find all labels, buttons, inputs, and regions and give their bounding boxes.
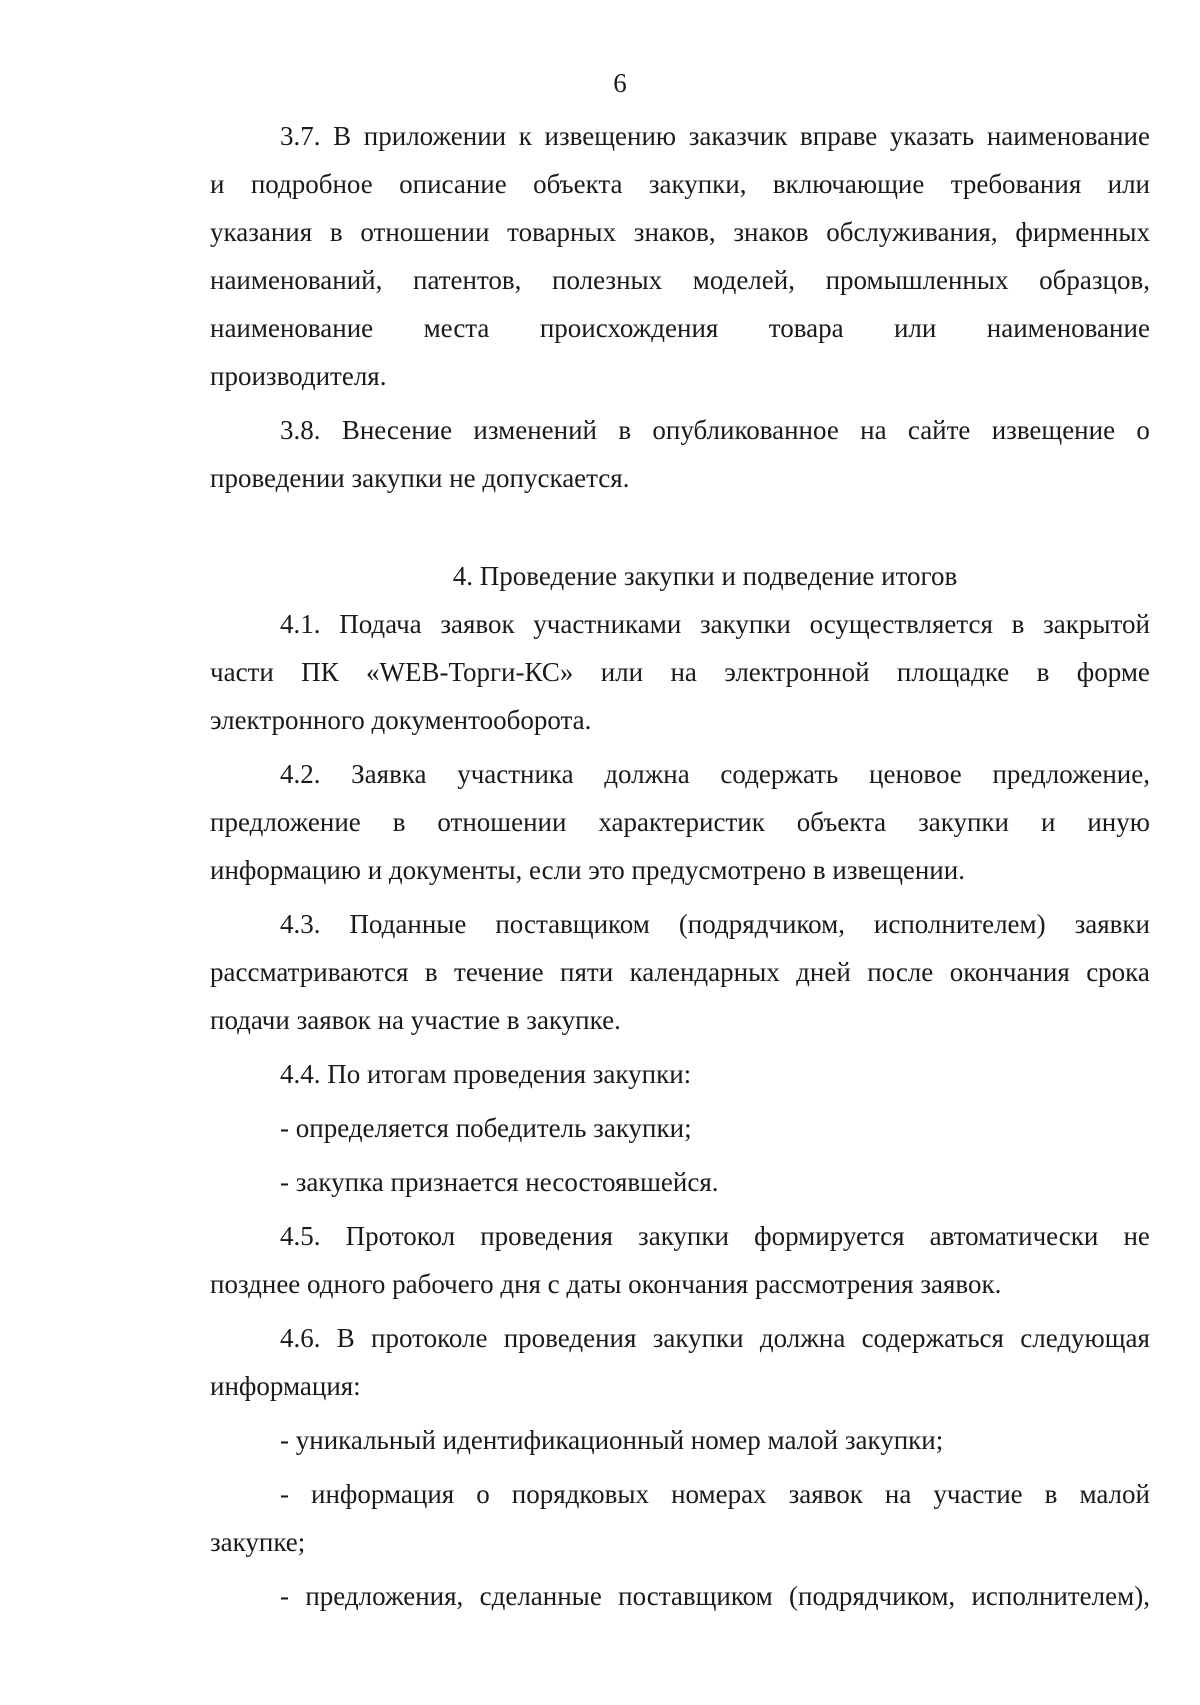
text-line [210, 750, 1150, 798]
word: дней [796, 957, 851, 987]
text-line: - закупка признается несостоявшейся. [280, 1167, 719, 1197]
word: закупки [652, 1323, 744, 1353]
text-line [210, 1470, 1150, 1518]
word: о [1136, 415, 1150, 445]
word: заявок [440, 609, 515, 639]
word: исполнителем) [873, 909, 1046, 939]
word: или [600, 657, 644, 687]
word: заявки [1074, 909, 1150, 939]
word: в [424, 957, 438, 987]
word: в [1044, 1479, 1058, 1509]
word: Внесение [341, 415, 453, 445]
word: Протокол [345, 1221, 456, 1251]
word: на [670, 657, 697, 687]
word: В [333, 121, 352, 151]
word: календарных [629, 957, 780, 987]
word: на [884, 1479, 912, 1509]
word: закупки [918, 807, 1009, 837]
word: извещение [991, 415, 1116, 445]
text-line: проведении закупки не допускается. [210, 463, 630, 493]
page-number: 6 [613, 68, 627, 98]
word: содержаться [861, 1323, 1004, 1353]
word: пяти [560, 957, 614, 987]
word: номерах [671, 1479, 767, 1509]
word: содержать [720, 759, 839, 789]
word: подробное [250, 169, 373, 199]
word: порядковых [511, 1479, 650, 1509]
word: наименований, [210, 265, 383, 295]
word: следующая [1020, 1323, 1150, 1353]
text-line: позднее одного рабочего дня с даты окончания рассмотрения заявок. [210, 1269, 1002, 1299]
word: предложение [210, 807, 361, 837]
word: ценовое [869, 759, 962, 789]
word: участника [457, 759, 574, 789]
word: требования [950, 169, 1082, 199]
word: в [618, 415, 632, 445]
word: предложение, [992, 759, 1150, 789]
word: 4.1. [280, 609, 321, 639]
word: обслуживания, [826, 217, 998, 247]
text-line: - определяется победитель закупки; [280, 1113, 692, 1143]
word: осуществляется [809, 609, 993, 639]
word: проведения [503, 1323, 637, 1353]
word: закрытой [1043, 609, 1150, 639]
text-line [210, 798, 1150, 846]
word: форме [1076, 657, 1150, 687]
word: полезных [552, 265, 663, 295]
text-line [210, 304, 1150, 352]
word: товарных [507, 217, 617, 247]
word: предложения, [305, 1581, 464, 1611]
word: части [210, 657, 274, 687]
word: патентов, [413, 265, 522, 295]
word: заявок [788, 1479, 863, 1509]
word: «WEB-Торги-КС» [366, 657, 574, 687]
word: протоколе [371, 1323, 488, 1353]
text-line: электронного документооборота. [210, 705, 592, 735]
word: 3.7. [280, 121, 321, 151]
text-line [210, 160, 1150, 208]
word: в [1036, 657, 1050, 687]
word: о [476, 1479, 490, 1509]
word: образцов, [1039, 265, 1150, 295]
word: участие [933, 1479, 1023, 1509]
word: знаков, [633, 217, 716, 247]
word: закупки [638, 1221, 729, 1251]
word: наименование [986, 313, 1150, 343]
text-line [210, 1314, 1150, 1362]
text-line [210, 1212, 1150, 1260]
word: автоматически [929, 1221, 1099, 1251]
word: малой [1079, 1479, 1150, 1509]
word: участниками [533, 609, 682, 639]
word: - [280, 1581, 289, 1611]
word: изменений [473, 415, 598, 445]
word: не [1123, 1221, 1150, 1251]
word: В [336, 1323, 355, 1353]
word: и [210, 169, 225, 199]
text-line: - уникальный идентификационный номер малой закупки; [280, 1425, 944, 1455]
word: формируется [754, 1221, 905, 1251]
word: места [423, 313, 490, 343]
text-line [210, 900, 1150, 948]
spacer [210, 502, 1150, 552]
text-line: подачи заявок на участие в закупке. [210, 1005, 621, 1035]
word: или [893, 313, 937, 343]
word: 4.3. [280, 909, 321, 939]
word: характеристик [598, 807, 765, 837]
word: объекта [533, 169, 623, 199]
word: включающие [772, 169, 925, 199]
word: и [1040, 807, 1056, 837]
text-line: производителя. [210, 361, 387, 391]
word: знаков [733, 217, 809, 247]
word: сайте [907, 415, 971, 445]
word: указания [210, 217, 313, 247]
word: в [329, 217, 343, 247]
text-line [210, 208, 1150, 256]
word: должна [604, 759, 690, 789]
word: происхождения [539, 313, 719, 343]
word: фирменных [1015, 217, 1150, 247]
word: в [1011, 609, 1025, 639]
word: наименование [210, 313, 374, 343]
text-line [210, 406, 1150, 454]
word: извещению [544, 121, 677, 151]
word: отношении [360, 217, 490, 247]
word: указать [889, 121, 975, 151]
word: описание [399, 169, 507, 199]
word: 3.8. [280, 415, 321, 445]
word: к [518, 121, 532, 151]
word: отношении [437, 807, 567, 837]
word: поставщиком [618, 1581, 773, 1611]
text-line: информация: [210, 1371, 361, 1401]
word: 4.6. [280, 1323, 321, 1353]
section-heading: 4. Проведение закупки и подведение итогов [452, 561, 958, 591]
word: исполнителем), [971, 1581, 1150, 1611]
document-body [210, 112, 1150, 1620]
text-line [210, 948, 1150, 996]
text-line: 4.4. По итогам проведения закупки: [280, 1059, 692, 1089]
word: Подача [339, 609, 422, 639]
word: поставщиком [495, 909, 650, 939]
word: (подрядчиком, [789, 1581, 956, 1611]
word: закупки [699, 609, 791, 639]
word: информация [311, 1479, 455, 1509]
word: течение [454, 957, 544, 987]
word: в [392, 807, 406, 837]
text-line [210, 1572, 1150, 1620]
word: иную [1087, 807, 1150, 837]
word: закупки, [648, 169, 747, 199]
text-line [210, 256, 1150, 304]
word: 4.2. [280, 759, 321, 789]
word: (подрядчиком, [678, 909, 845, 939]
word: должна [759, 1323, 846, 1353]
word: объекта [796, 807, 887, 837]
text-line [210, 648, 1150, 696]
word: ПК [301, 657, 339, 687]
text-line: закупке; [210, 1527, 306, 1557]
word: Поданные [349, 909, 467, 939]
word: сделанные [479, 1581, 602, 1611]
word: после [867, 957, 934, 987]
word: - [280, 1479, 289, 1509]
word: площадке [896, 657, 1010, 687]
word: промышленных [825, 265, 1009, 295]
word: окончания [949, 957, 1070, 987]
text-line [210, 112, 1150, 160]
word: приложении [363, 121, 507, 151]
word: электронной [724, 657, 870, 687]
word: проведения [480, 1221, 613, 1251]
word: рассматриваются [210, 957, 409, 987]
word: или [1107, 169, 1150, 199]
text-line: информацию и документы, если это предусмотрено в извещении. [210, 855, 965, 885]
text-line [210, 600, 1150, 648]
word: на [860, 415, 887, 445]
word: опубликованное [652, 415, 839, 445]
word: вправе [800, 121, 878, 151]
word: товара [768, 313, 844, 343]
word: 4.5. [280, 1221, 321, 1251]
word: заказчик [688, 121, 788, 151]
word: срока [1086, 957, 1150, 987]
word: Заявка [351, 759, 427, 789]
word: наименование [986, 121, 1150, 151]
word: моделей, [692, 265, 795, 295]
